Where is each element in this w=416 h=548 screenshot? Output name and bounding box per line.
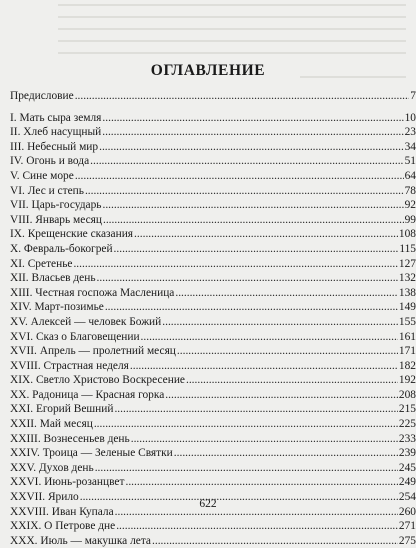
toc-entry[interactable] (10, 373, 416, 388)
dot-leader (85, 184, 404, 199)
toc-entry[interactable] (10, 330, 416, 345)
dot-leader (114, 242, 399, 257)
toc-entry-label: XXIII. Вознесеньев день (10, 432, 130, 445)
toc-entry-page: 64 (404, 169, 416, 182)
toc-entry-page: 23 (404, 126, 416, 139)
toc-entry[interactable] (10, 534, 416, 548)
toc-entry[interactable] (10, 198, 416, 213)
dot-leader (94, 417, 398, 432)
toc-entry[interactable] (10, 446, 416, 461)
page-number: 622 (199, 498, 217, 510)
dot-leader (141, 330, 398, 345)
toc-entry[interactable] (10, 257, 416, 272)
dot-leader (130, 359, 398, 374)
toc-entry-label: XVII. Апрель — пролетний месяц (10, 345, 176, 358)
toc-entry-page: 132 (398, 272, 416, 285)
toc-entry-label: XI. Сретенье (10, 257, 73, 270)
toc-entry[interactable] (10, 300, 416, 315)
toc-entry[interactable] (10, 344, 416, 359)
toc-entry-label: VIII. Январь месяц (10, 213, 102, 226)
toc-entry[interactable] (10, 242, 416, 257)
toc-entry-label: X. Февраль-бокогрей (10, 242, 113, 255)
dot-leader (131, 432, 398, 447)
dot-leader (75, 169, 404, 184)
toc-entry-page: 171 (398, 345, 416, 358)
toc-entry-page: 233 (398, 432, 416, 445)
dot-leader (97, 271, 398, 286)
dot-leader (90, 154, 403, 169)
toc-entry-page: 10 (404, 111, 416, 124)
toc-entry-page: 208 (398, 388, 416, 401)
toc-entry-page: 215 (398, 403, 416, 416)
toc-entry-page: 275 (398, 534, 416, 547)
toc-entry-page: 108 (398, 228, 416, 241)
dot-leader (103, 213, 404, 228)
dot-leader (134, 227, 398, 242)
toc-entry-label: XXVIII. Иван Купала (10, 505, 114, 518)
toc-entry[interactable] (10, 461, 416, 476)
toc-entry-label: II. Хлеб насущный (10, 126, 102, 139)
toc-entry-label: XXVII. Ярило (10, 491, 79, 504)
toc-entry[interactable] (10, 402, 416, 417)
dot-leader (73, 257, 397, 272)
dot-leader (125, 475, 397, 490)
toc-entry-label: V. Сине море (10, 169, 74, 182)
toc-entry-label: XXX. Июль — макушка лета (10, 534, 151, 547)
toc-entry[interactable] (10, 111, 416, 126)
toc-entry-page: 260 (398, 505, 416, 518)
toc-entry-page: 115 (399, 242, 416, 255)
toc-entry[interactable] (10, 388, 416, 403)
dot-leader (152, 534, 398, 548)
dot-leader (102, 198, 403, 213)
toc-entry[interactable] (10, 359, 416, 374)
dot-leader (75, 89, 410, 104)
toc-entry-page: 254 (398, 491, 416, 504)
toc-entry-page: 51 (404, 155, 416, 168)
toc-entry-label: XXV. Духов день (10, 461, 94, 474)
dot-leader (114, 402, 397, 417)
dot-leader (102, 125, 403, 140)
toc-entry-preface[interactable] (10, 89, 416, 104)
toc-entry-page: 149 (398, 301, 416, 314)
dot-leader (99, 140, 404, 155)
toc-entry-page: 239 (398, 447, 416, 460)
toc-entry-page: 182 (398, 359, 416, 372)
toc-entry-page: 225 (398, 418, 416, 431)
toc-entry-label: XIV. Март-позимье (10, 301, 104, 314)
toc-entry-label: VI. Лес и степь (10, 184, 84, 197)
toc-entry-label: XIX. Светло Христово Воскресение (10, 374, 185, 387)
toc-entry-label: IX. Крещенские сказания (10, 228, 134, 241)
dot-leader (95, 461, 398, 476)
toc-entry[interactable] (10, 140, 416, 155)
toc-entry-page: 192 (398, 374, 416, 387)
toc-entry[interactable] (10, 184, 416, 199)
toc-entry-page: 7 (410, 90, 416, 102)
toc-entry-label: Предисловие (10, 90, 74, 102)
toc-entry[interactable] (10, 213, 416, 228)
toc-entry-page: 249 (398, 476, 416, 489)
dot-leader (177, 344, 398, 359)
toc-entry[interactable] (10, 125, 416, 140)
toc-entry-label: XXIX. О Петрове дне (10, 520, 116, 533)
toc-entry-label: VII. Царь-государь (10, 199, 102, 212)
toc-entry-page: 99 (404, 213, 416, 226)
toc-entry[interactable] (10, 417, 416, 432)
toc-entry-label: XIII. Честная госпожа Масленица (10, 286, 175, 299)
dot-leader (105, 300, 398, 315)
toc-entry[interactable] (10, 315, 416, 330)
toc-entry-label: XVI. Сказ о Благовещении (10, 330, 140, 343)
toc-entry[interactable] (10, 154, 416, 169)
dot-leader (186, 373, 398, 388)
toc-entry-label: XXVI. Июнь-розанцвет (10, 476, 125, 489)
toc-entry-label: XVIII. Страстная неделя (10, 359, 129, 372)
page-title: ОГЛАВЛЕНИЕ (150, 62, 266, 79)
table-of-contents (10, 89, 416, 548)
toc-entry[interactable] (10, 519, 416, 534)
toc-entry-label: XII. Власьев день (10, 272, 96, 285)
toc-entry[interactable] (10, 227, 416, 242)
dot-leader (162, 315, 398, 330)
toc-entry-label: XXII. Май месяц (10, 418, 93, 431)
toc-entry-label: XX. Радоница — Красная горка (10, 388, 165, 401)
toc-entry[interactable] (10, 271, 416, 286)
toc-entry-label: XV. Алексей — человек Божий (10, 315, 162, 328)
toc-entry-page: 78 (404, 184, 416, 197)
toc-entry-label: I. Мать сыра земля (10, 111, 102, 124)
toc-entry-page: 127 (398, 257, 416, 270)
dot-leader (102, 111, 403, 126)
toc-entry-page: 92 (404, 199, 416, 212)
dot-leader (174, 446, 398, 461)
toc-entry-page: 155 (398, 315, 416, 328)
dot-leader (165, 388, 398, 403)
toc-entry-label: XXI. Егорий Вешний (10, 403, 114, 416)
toc-entry-page: 245 (398, 461, 416, 474)
toc-entry[interactable] (10, 169, 416, 184)
toc-entry-page: 271 (398, 520, 416, 533)
toc-entry[interactable] (10, 432, 416, 447)
dot-leader (116, 519, 398, 534)
toc-entry-page: 161 (398, 330, 416, 343)
toc-entry[interactable] (10, 286, 416, 301)
toc-entry-label: IV. Огонь и вода (10, 155, 90, 168)
toc-entry-label: XXIV. Троица — Зеленые Святки (10, 447, 173, 460)
dot-leader (175, 286, 398, 301)
toc-entry-page: 138 (398, 286, 416, 299)
toc-entry[interactable] (10, 475, 416, 490)
toc-entry-page: 34 (404, 140, 416, 153)
toc-entry-label: III. Небесный мир (10, 140, 99, 153)
